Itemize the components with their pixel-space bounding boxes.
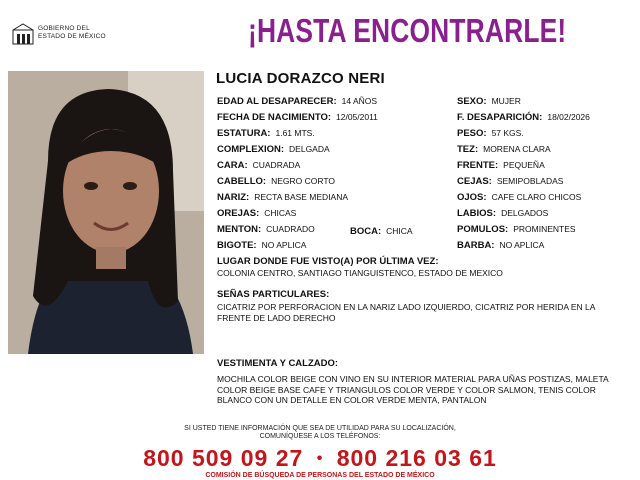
contact-note bbox=[0, 425, 640, 441]
field-fecha-nacimiento: FECHA DE NACIMIENTO: 12/05/2011 bbox=[217, 112, 378, 123]
field-complexion: COMPLEXION: DELGADA bbox=[217, 144, 330, 155]
field-fecha-desaparicion: F. DESAPARICIÓN: 18/02/2026 bbox=[457, 112, 590, 123]
field-pomulos: POMULOS: PROMINENTES bbox=[457, 224, 576, 235]
field-cabello: CABELLO: NEGRO CORTO bbox=[217, 176, 335, 187]
field-labios: LABIOS: DELGADOS bbox=[457, 208, 549, 219]
commission-footer: COMISIÓN DE BÚSQUEDA DE PERSONAS DEL ESTADO DE MÉXICO bbox=[205, 472, 435, 479]
state-crest-icon bbox=[10, 22, 36, 46]
field-cejas: CEJAS: SEMIPOBLADAS bbox=[457, 176, 564, 187]
contact-line-1: SI USTED TIENE INFORMACIÓN QUE SEA DE UTILIDAD PARA SU LOCALIZACIÓN, bbox=[184, 425, 456, 432]
government-logo bbox=[10, 22, 120, 48]
field-cara: CARA: CUADRADA bbox=[217, 160, 301, 171]
portrait-image bbox=[8, 71, 204, 354]
headline: ¡HASTA ENCONTRARLE! bbox=[248, 12, 567, 49]
logo-line-1: GOBIERNO DEL bbox=[38, 25, 90, 32]
last-seen-label: LUGAR DONDE FUE VISTO(A) POR ÚLTIMA VEZ: bbox=[217, 256, 439, 267]
field-nariz: NARIZ: RECTA BASE MEDIANA bbox=[217, 192, 349, 203]
clothing-value: MOCHILA COLOR BEIGE CON VINO EN SU INTERIOR MATERIAL PARA UÑAS POSTIZAS, MALETA COLOR BEIGE BASE CAFE Y TRIANGULOS COLOR VERDE Y COLOR SALMON, TENIS COLOR BLANCO CON UN DETALLE EN COLOR VERDE MENTA, PANTALON bbox=[217, 374, 609, 405]
clothing-label: VESTIMENTA Y CALZADO: bbox=[217, 358, 339, 369]
last-seen-value: COLONIA CENTRO, SANTIAGO TIANGUISTENCO, ESTADO DE MEXICO bbox=[217, 268, 503, 278]
person-name: LUCIA DORAZCO NERI bbox=[216, 70, 385, 87]
phone-number-1[interactable]: 800 509 09 27 bbox=[143, 445, 304, 471]
field-tez: TEZ: MORENA CLARA bbox=[457, 144, 551, 155]
field-peso: PESO: 57 KGS. bbox=[457, 128, 524, 139]
field-edad: EDAD AL DESAPARECER: 14 AÑOS bbox=[217, 96, 378, 107]
field-boca: BOCA: CHICA bbox=[350, 226, 413, 237]
marks-value: CICATRIZ POR PERFORACION EN LA NARIZ LADO IZQUIERDO, CICATRIZ POR HERIDA EN LA FRENTE DE LADO DERECHO bbox=[217, 302, 595, 323]
missing-person-photo bbox=[8, 71, 204, 354]
phone-separator: • bbox=[316, 450, 324, 467]
phone-numbers bbox=[0, 445, 640, 472]
field-sexo: SEXO: MUJER bbox=[457, 96, 521, 107]
logo-text bbox=[38, 25, 106, 41]
field-ojos: OJOS: CAFE CLARO CHICOS bbox=[457, 192, 582, 203]
field-bigote: BIGOTE: NO APLICA bbox=[217, 240, 307, 251]
field-estatura: ESTATURA: 1.61 MTS. bbox=[217, 128, 315, 139]
phone-number-2[interactable]: 800 216 03 61 bbox=[336, 445, 497, 471]
field-orejas: OREJAS: CHICAS bbox=[217, 208, 297, 219]
marks-label: SEÑAS PARTICULARES: bbox=[217, 289, 330, 300]
field-barba: BARBA: NO APLICA bbox=[457, 240, 545, 251]
contact-line-2: COMUNÍQUESE A LOS TELÉFONOS: bbox=[259, 433, 381, 440]
field-frente: FRENTE: PEQUEÑA bbox=[457, 160, 545, 171]
logo-line-2: ESTADO DE MÉXICO bbox=[38, 33, 106, 40]
field-menton: MENTON: CUADRADO bbox=[217, 224, 315, 235]
